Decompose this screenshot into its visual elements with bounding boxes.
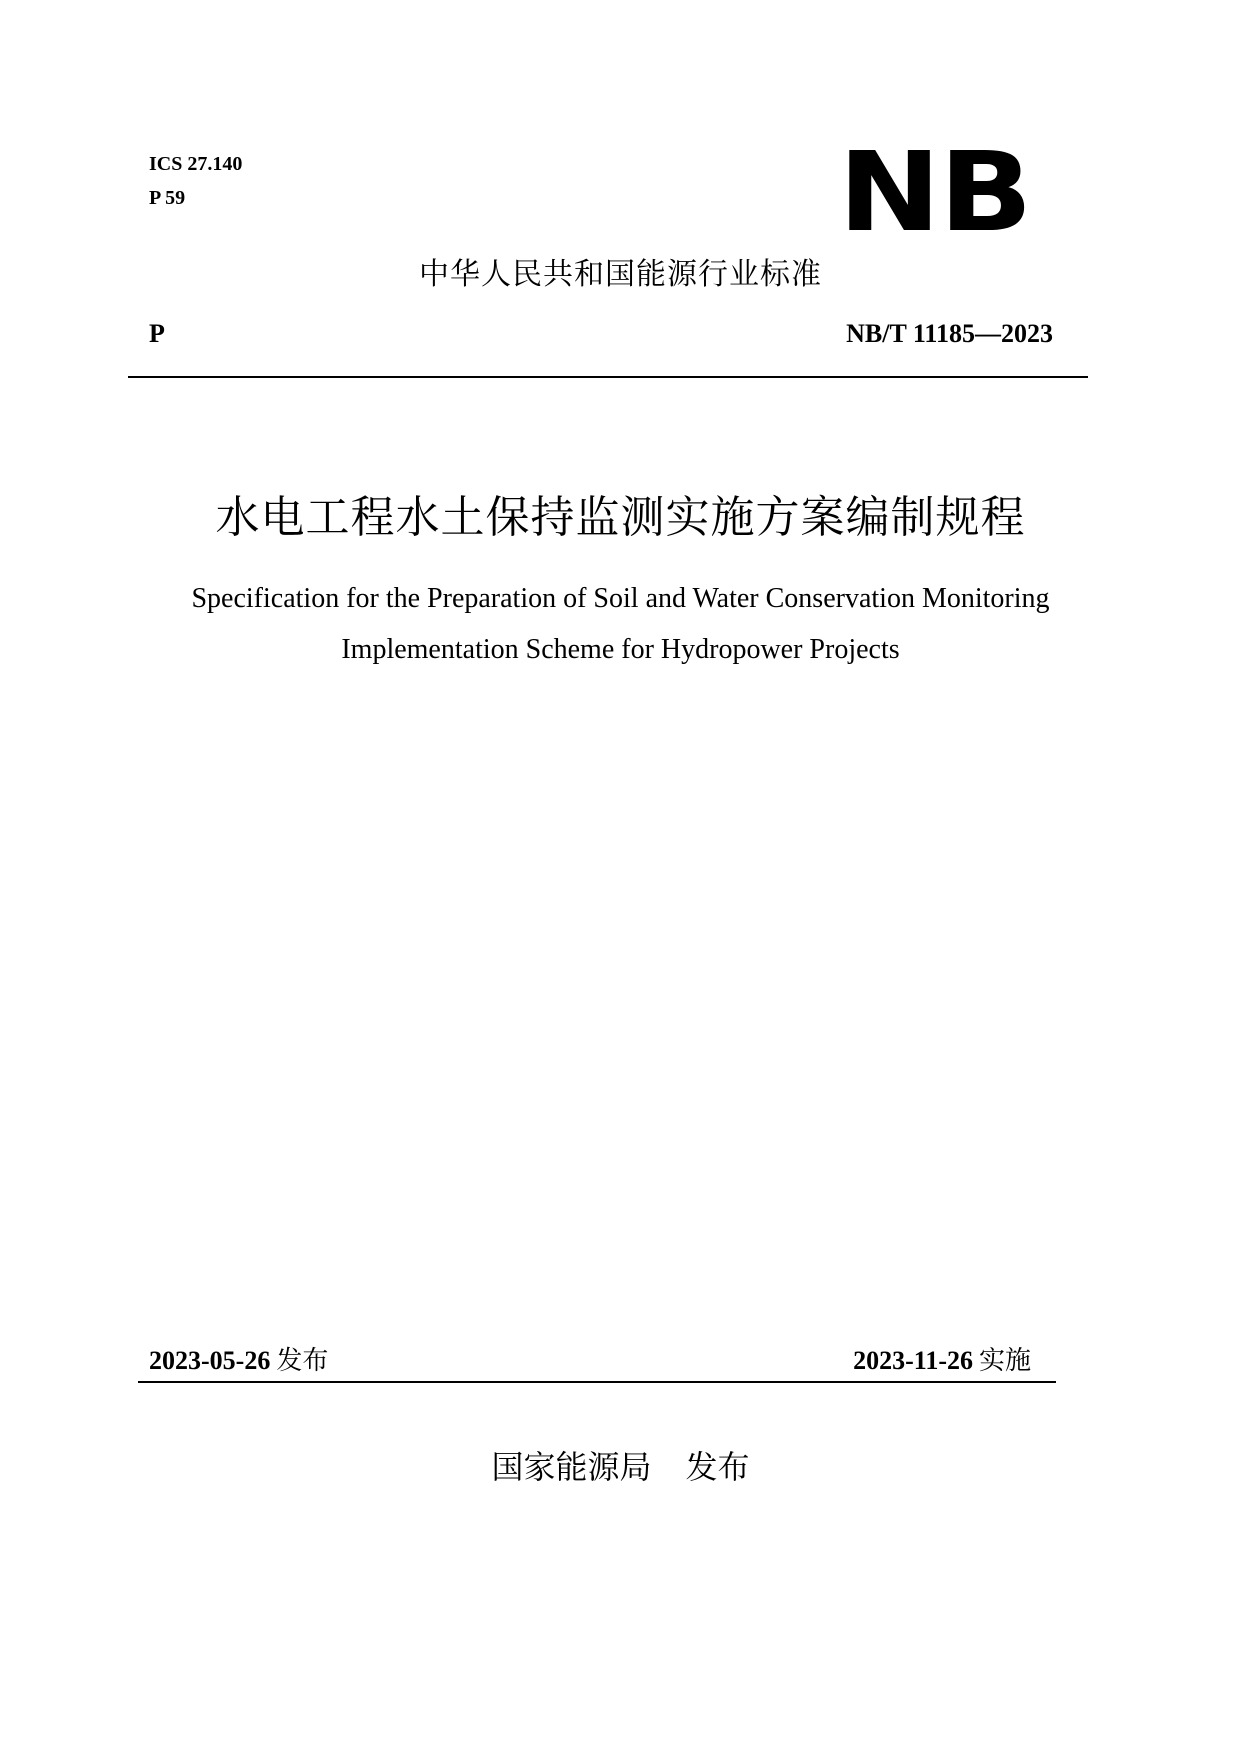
implementation-date: 2023-11-26 xyxy=(853,1346,973,1375)
ccs-code: P 59 xyxy=(149,187,186,209)
document-title-english-line2: Implementation Scheme for Hydropower Projects xyxy=(341,634,900,665)
issue-date-block xyxy=(149,1344,328,1378)
document-title-chinese: 水电工程水土保持监测实施方案编制规程 xyxy=(215,492,1026,543)
implementation-date-block xyxy=(853,1344,1031,1378)
issue-date-label: 发布 xyxy=(276,1346,329,1376)
footer-divider xyxy=(138,1381,1056,1383)
ics-code: ICS 27.140 xyxy=(149,153,243,175)
issuer-name: 国家能源局 xyxy=(491,1448,652,1486)
implementation-date-label: 实施 xyxy=(978,1346,1031,1376)
standard-number: NB/T 11185—2023 xyxy=(846,319,1053,348)
issuer-block xyxy=(0,1446,1241,1488)
issuer-label: 发布 xyxy=(685,1448,750,1486)
category-mark: P xyxy=(149,319,165,348)
standard-type-heading: 中华人民共和国能源行业标准 xyxy=(419,257,822,292)
header-divider xyxy=(128,376,1088,378)
document-title-english-line1: Specification for the Preparation of Soil and Water Conservation Monitoring xyxy=(191,583,1050,614)
issue-date: 2023-05-26 xyxy=(149,1346,271,1375)
nb-logo: NB xyxy=(838,128,1031,256)
